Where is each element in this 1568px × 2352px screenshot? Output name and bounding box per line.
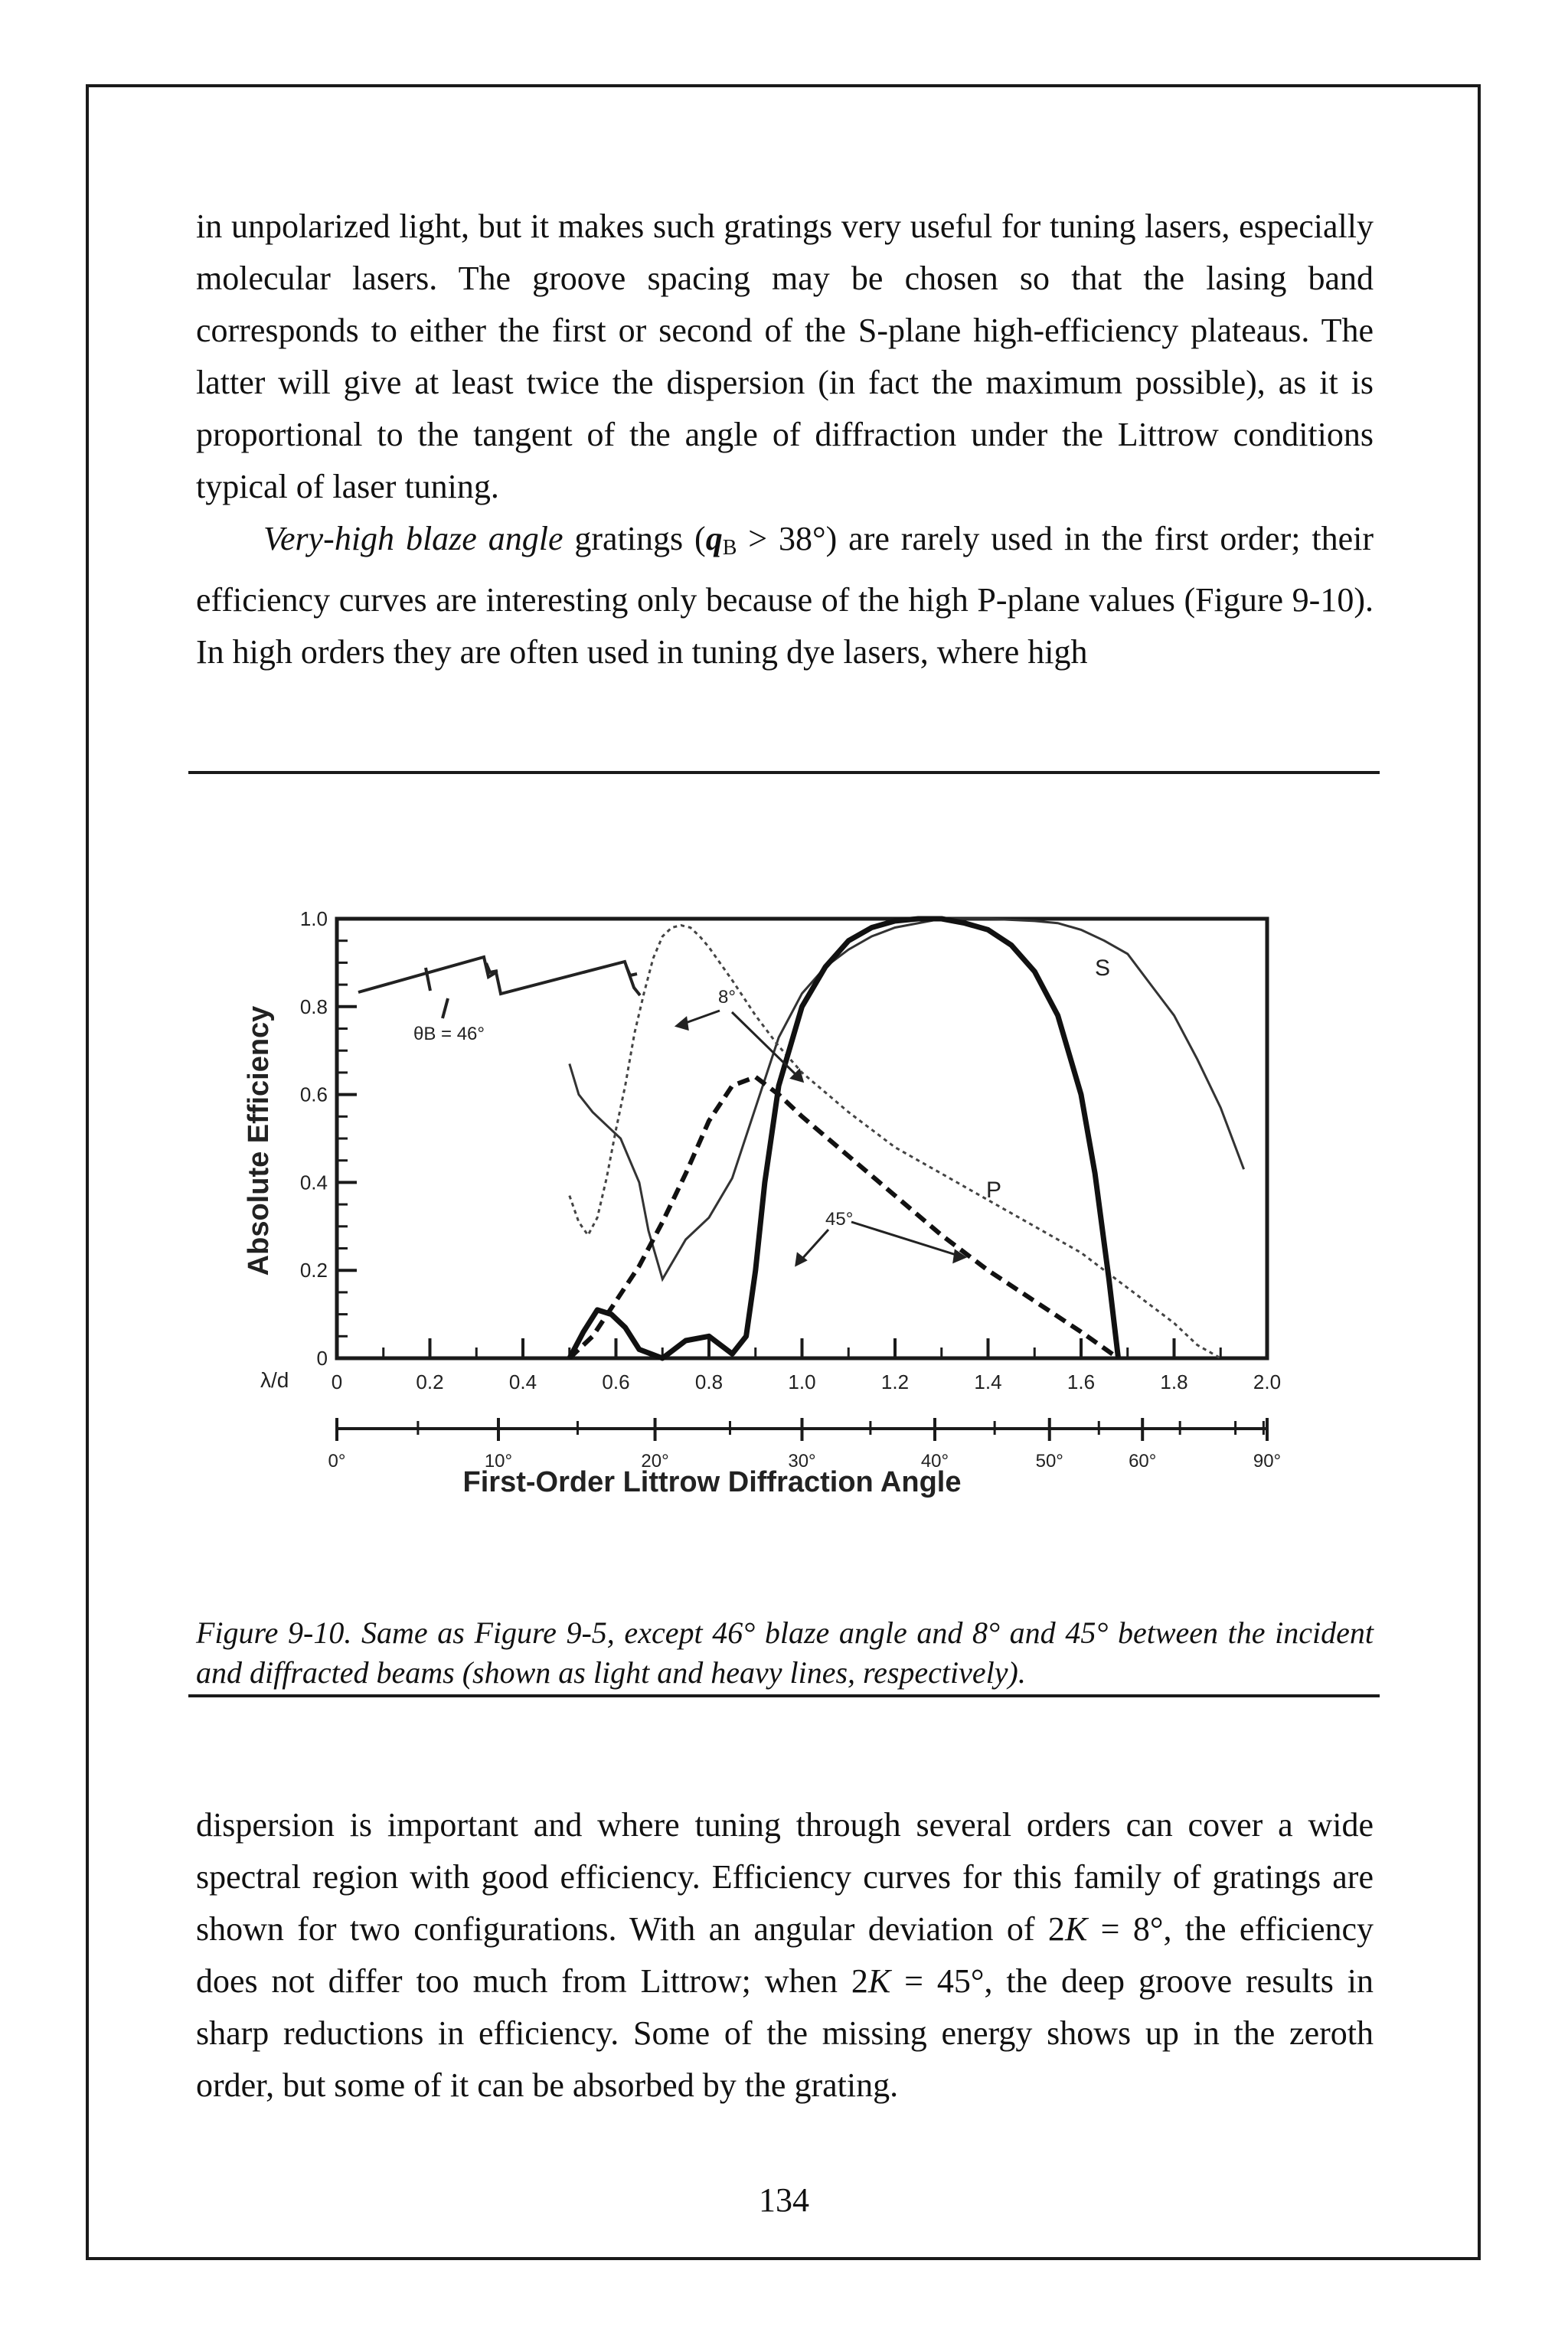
figure-top-rule (188, 771, 1380, 774)
angle-tick-label: 60° (1129, 1451, 1157, 1472)
series-8deg-p (570, 926, 1221, 1358)
x-tick-label: 0 (331, 1370, 343, 1393)
angle-tick-label: 0° (328, 1451, 346, 1472)
x-tick-label: 1.2 (880, 1370, 910, 1393)
angle-tick-label: 40° (920, 1451, 949, 1472)
x-tick-label: 0.8 (694, 1370, 724, 1393)
theta-subscript: B (722, 536, 737, 560)
y-tick-label: 0.4 (299, 1171, 328, 1194)
angle-tick-label: 20° (641, 1451, 669, 1472)
x-tick-label: 0.2 (416, 1370, 444, 1393)
paragraph-3: dispersion is important and where tuning through several orders can cover a wide spectral region with good efficiency. Efficiency curves for this family of gratings are shown for two configurations. With an angular deviation of 2K = 8°, the efficiency does not differ too much from Littrow; when 2K = 45°, the deep groove results in sharp reductions in efficiency. Some of the missing energy shows up in the zeroth order, but some of it can be absorbed by the grating. (196, 1806, 1374, 2104)
k-symbol: K (1064, 1910, 1088, 1948)
y-axis-label: Absolute Efficiency (243, 1005, 275, 1276)
x-tick-label: 0.6 (602, 1370, 630, 1393)
paragraph-2: Very-high blaze angle gratings $(q_B > 38^\circ)$ are rarely used in the first order; their efficiency curves are interesting only because of the high P-plane values (Figure 9-10). In high orders they are often used in tuning dye lasers, where high (196, 520, 1374, 671)
label-8deg: 8° (718, 987, 736, 1008)
x-axis-lambda-label: λ/d (260, 1368, 289, 1392)
paragraph-1: in unpolarized light, but it makes such gratings very useful for tuning lasers, especially molecular lasers. The groove spacing may be chosen so that the lasing band corresponds to either the first or second of the S-plane high-efficiency plateaus. The latter will give at least twice the dispersion (in fact the maximum possible), as it is proportional to the tangent of the angle of diffraction under the Littrow conditions typical of laser tuning. (196, 207, 1374, 505)
figure-caption: Figure 9-10. Same as Figure 9-5, except 46° blaze angle and 8° and 45° between the incident and diffracted beams (shown as light and heavy lines, respectively). (196, 1615, 1374, 1690)
label-45deg: 45° (825, 1209, 854, 1230)
label-p: P (986, 1178, 1002, 1203)
series-8deg-s (570, 919, 1244, 1279)
angle-tick-label: 10° (484, 1451, 513, 1472)
y-tick-label: 0.8 (299, 995, 328, 1018)
label-s: S (1095, 956, 1111, 981)
x-axis-title: First-Order Littrow Diffraction Angle (462, 1466, 962, 1498)
blaze-angle-label: θB = 46° (413, 1024, 485, 1044)
italic-term: Very-high blaze angle (263, 520, 564, 557)
x-tick-label: 1.4 (974, 1370, 1002, 1393)
x-tick-label: 1.0 (788, 1370, 816, 1393)
theta-symbol: q (705, 520, 723, 557)
angle-tick-label: 90° (1253, 1451, 1282, 1472)
plot-frame (337, 919, 1267, 1358)
blaze-profile-inset (358, 957, 640, 1018)
angle-tick-label: 30° (788, 1451, 816, 1472)
efficiency-chart (184, 888, 1348, 1547)
angle-tick-label: 50° (1035, 1451, 1063, 1472)
y-tick-label: 0.6 (299, 1083, 328, 1106)
x-tick-label: 1.8 (1160, 1370, 1188, 1393)
x-tick-label: 2.0 (1253, 1370, 1282, 1393)
y-tick-label: 0.2 (299, 1259, 328, 1282)
x-tick-label: 1.6 (1067, 1370, 1096, 1393)
figure-bottom-rule (188, 1694, 1380, 1697)
series-45deg-s (570, 919, 1119, 1358)
y-tick-label: 0 (316, 1347, 328, 1370)
annotation-arrows (677, 1011, 965, 1265)
k-symbol: K (867, 1962, 891, 2000)
x-tick-label: 0.4 (508, 1370, 537, 1393)
page-number: 134 (759, 2181, 809, 2219)
y-tick-label: 1.0 (299, 907, 328, 930)
